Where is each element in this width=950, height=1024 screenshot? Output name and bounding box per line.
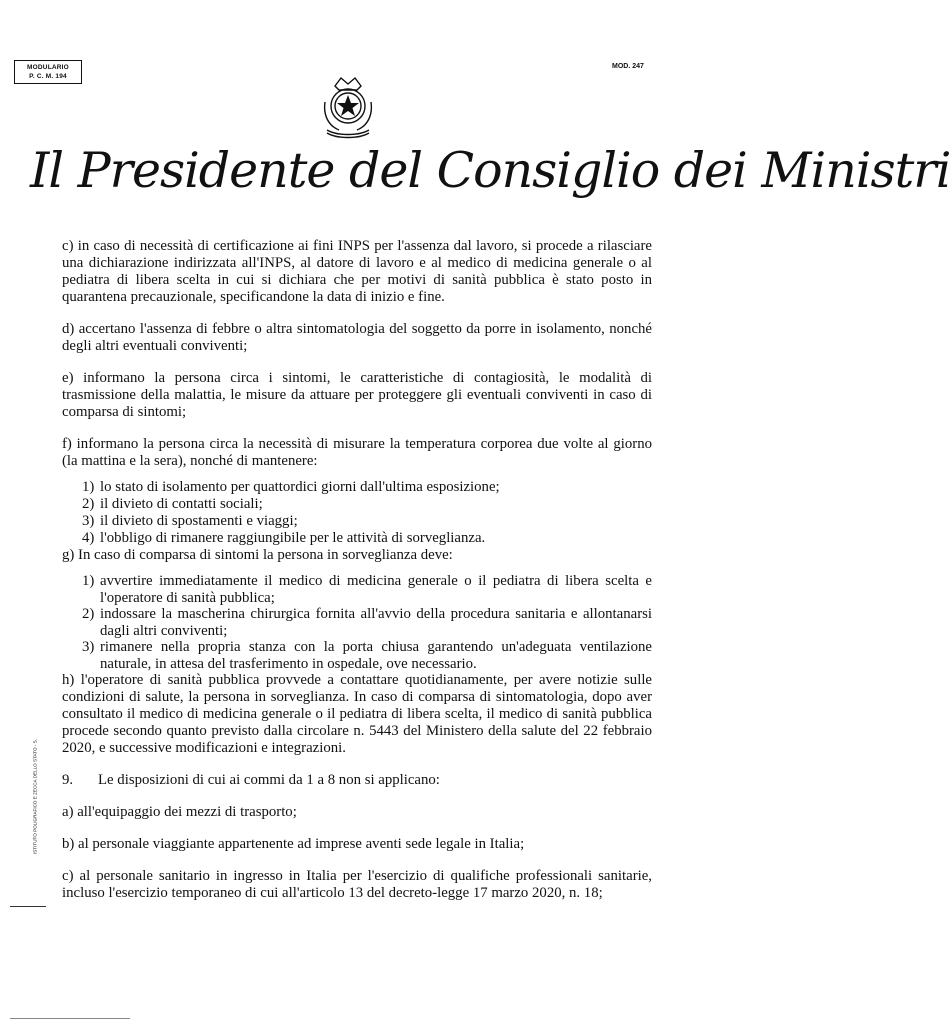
paragraph-g: g) In caso di comparsa di sintomi la persona in sorveglianza deve:	[62, 547, 453, 563]
letterhead-title: Il Presidente del Consiglio dei Ministri	[30, 142, 950, 199]
paragraph-9	[62, 772, 652, 789]
paragraph-c: c) in caso di necessità di certificazione ai fini INPS per l'assenza dal lavoro, si procede a rilasciare una dichiarazione indirizzata all'INPS, al datore di lavoro e al medico di medicina generale o al pediatra di libera scelta in cui si dichiara che per motivi di sanità pubblica è stato posto in quarantena precauzionale, specificandone la data di inizio e fine.	[62, 238, 652, 305]
paragraph-9c: c) al personale sanitario in ingresso in Italia per l'esercizio di qualifiche professionali sanitarie, incluso l'esercizio temporaneo di cui all'articolo 13 del decreto-legge 17 marzo 2020, n. 18;	[62, 868, 652, 901]
document-body	[62, 238, 652, 917]
margin-dash	[10, 906, 46, 907]
paragraph-9-text: Le disposizioni di cui ai commi da 1 a 8 non si applicano:	[98, 772, 440, 788]
list-item	[62, 606, 652, 639]
form-code: MOD. 247	[612, 63, 644, 70]
list-item-number: 1)	[82, 573, 95, 589]
bottom-edge-mark	[10, 1018, 130, 1019]
side-imprint-text: ISTITUTO POLIGRAFICO E ZECCA DELLO STATO - S.	[32, 738, 38, 855]
list-item-number: 3)	[82, 639, 95, 655]
list-item-text: avvertire immediatamente il medico di medicina generale o il pediatra di libera scelta e l'operatore di sanità pubblica;	[100, 573, 652, 606]
paragraph-9a: a) all'equipaggio dei mezzi di trasporto;	[62, 804, 297, 820]
list-item-text: rimanere nella propria stanza con la porta chiusa garantendo un'adeguata ventilazione naturale, in attesa del trasferimento in ospedale, ove necessario.	[100, 639, 652, 672]
list-item-number: 1)	[82, 479, 95, 495]
list-item-number: 2)	[82, 606, 95, 622]
list-item-text: il divieto di spostamenti e viaggi;	[100, 513, 298, 529]
list-item	[62, 479, 652, 496]
list-f	[62, 479, 652, 547]
list-item-text: il divieto di contatti sociali;	[100, 496, 263, 512]
list-item-text: l'obbligo di rimanere raggiungibile per le attività di sorveglianza.	[100, 530, 486, 546]
list-item	[62, 496, 652, 513]
form-stamp	[14, 60, 82, 84]
list-item-number: 3)	[82, 513, 95, 529]
stamp-line-2: P. C. M. 194	[29, 73, 67, 80]
paragraph-e: e) informano la persona circa i sintomi, le caratteristiche di contagiosità, le modalità di trasmissione della malattia, le misure da attuare per proteggere gli eventuali conviventi in caso di comparsa di sintomi;	[62, 370, 652, 420]
list-item-text: indossare la mascherina chirurgica fornita all'avvio della procedura sanitaria e allontanarsi dagli altri conviventi;	[100, 606, 652, 639]
list-item-number: 2)	[82, 496, 95, 512]
paragraph-h: h) l'operatore di sanità pubblica provvede a contattare quotidianamente, per avere notizie sulle condizioni di salute, la persona in sorveglianza. In caso di comparsa di sintomatologia, dopo aver consultato il medico di medicina generale o il pediatra di libera scelta, il medico di sanità pubblica procede secondo quanto previsto dalla circolare n. 5443 del Ministero della salute del 22 febbraio 2020, e successive modificazioni e integrazioni.	[62, 672, 652, 756]
italian-republic-emblem-icon	[317, 72, 379, 140]
list-item	[62, 639, 652, 672]
list-item	[62, 513, 652, 530]
side-imprint	[24, 724, 36, 874]
paragraph-9b: b) al personale viaggiante appartenente ad imprese aventi sede legale in Italia;	[62, 836, 525, 852]
paragraph-d: d) accertano l'assenza di febbre o altra sintomatologia del soggetto da porre in isolamento, nonché degli altri eventuali conviventi;	[62, 321, 652, 354]
list-item-number: 4)	[82, 530, 95, 546]
paragraph-9-number: 9.	[62, 772, 74, 788]
list-g	[62, 573, 652, 672]
list-item-text: lo stato di isolamento per quattordici giorni dall'ultima esposizione;	[100, 479, 500, 495]
stamp-line-1: MODULARIO	[27, 64, 69, 71]
list-item	[62, 573, 652, 606]
paragraph-f: f) informano la persona circa la necessità di misurare la temperatura corporea due volte al giorno (la mattina e la sera), nonché di mantenere:	[62, 436, 652, 469]
list-item	[62, 530, 652, 547]
